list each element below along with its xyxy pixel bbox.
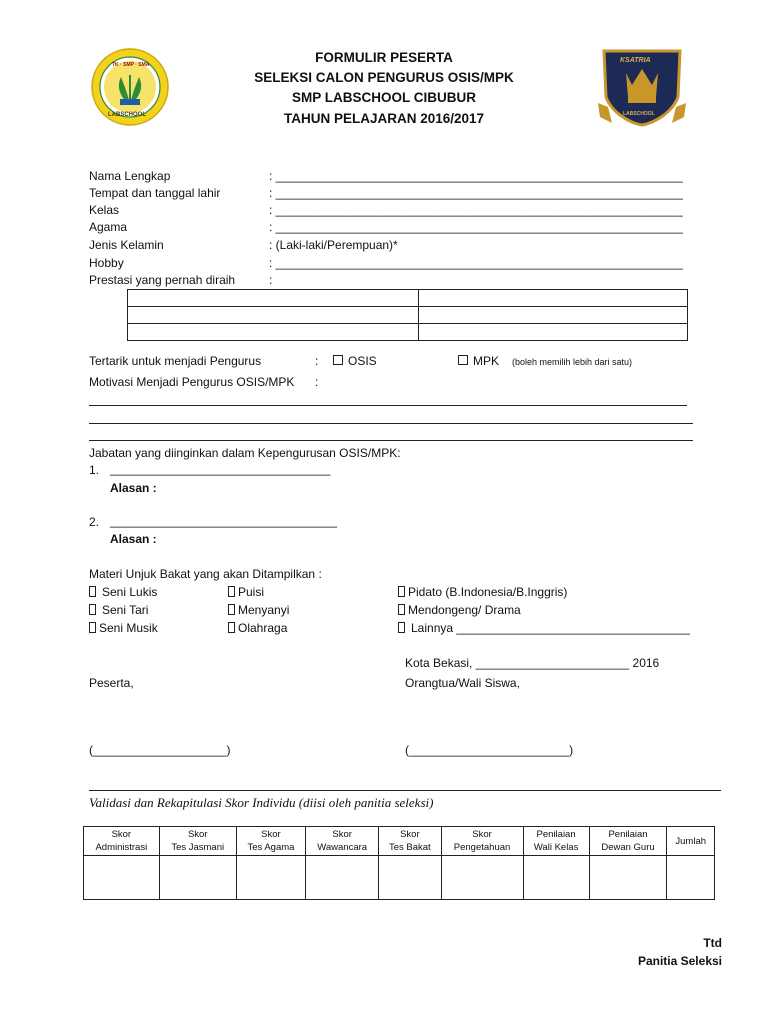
parent-label: Orangtua/Wali Siswa, — [405, 676, 520, 690]
talent-option-label: Mendongeng/ Drama — [408, 603, 521, 617]
ttd-label: Ttd — [703, 936, 722, 950]
field-label-kelas: Kelas — [89, 203, 120, 217]
form-title-line-3: SMP LABSCHOOL CIBUBUR — [291, 90, 476, 105]
score-cell[interactable] — [236, 856, 305, 900]
talent-option-mendongeng[interactable] — [398, 603, 521, 617]
score-cell[interactable] — [589, 856, 667, 900]
field-input-jenis-kelamin[interactable]: : (Laki-laki/Perempuan)* — [269, 238, 398, 252]
field-label-jenis-kelamin: Jenis Kelamin — [89, 238, 164, 252]
talent-label: Materi Unjuk Bakat yang akan Ditampilkan : — [89, 567, 322, 581]
checkbox-icon[interactable] — [228, 586, 235, 597]
talent-option-seni-musik[interactable] — [89, 621, 158, 635]
checkbox-icon[interactable] — [89, 586, 96, 597]
position-item-2-reason: Alasan : — [110, 532, 157, 546]
position-item-2-number: 2. — [89, 515, 100, 529]
talent-option-label: Pidato (B.Indonesia/B.Inggris) — [408, 585, 568, 599]
field-input-agama[interactable]: : _____________________________________________________________ — [269, 220, 683, 234]
table-cell[interactable] — [128, 307, 419, 324]
talent-option-puisi[interactable] — [228, 585, 264, 599]
section-divider — [89, 790, 721, 791]
logo-right-caption: KSATRIA — [620, 57, 651, 64]
interest-colon: : — [315, 354, 319, 368]
field-label-hobby: Hobby — [89, 256, 124, 270]
score-cell[interactable] — [84, 856, 160, 900]
form-title-line-1: FORMULIR PESERTA — [315, 50, 453, 65]
talent-option-menyanyi[interactable] — [228, 603, 289, 617]
parent-signature[interactable]: (________________________) — [405, 743, 574, 757]
field-input-hobby[interactable]: : _____________________________________________________________ — [269, 256, 683, 270]
checkbox-icon[interactable] — [458, 355, 468, 365]
checkbox-mpk[interactable] — [458, 354, 499, 368]
checkbox-icon[interactable] — [398, 586, 405, 597]
column-header-jumlah: Jumlah — [667, 827, 715, 856]
field-input-ttl[interactable]: : _____________________________________________________________ — [269, 186, 683, 200]
interest-note: (boleh memilih lebih dari satu) — [512, 357, 633, 367]
talent-option-label: Seni Tari — [102, 603, 149, 617]
talent-option-label: Lainnya ___________________________________ — [411, 621, 690, 635]
table-row — [128, 307, 688, 324]
table-row — [128, 290, 688, 307]
column-header-wali-kelas: Penilaian Wali Kelas — [523, 827, 589, 856]
form-title-line-2: SELEKSI CALON PENGURUS OSIS/MPK — [254, 70, 514, 85]
logo-left-top-text: TK · SMP · SMA — [112, 62, 150, 68]
field-colon-prestasi: : — [269, 273, 273, 287]
position-item-1-reason: Alasan : — [110, 481, 157, 495]
table-cell[interactable] — [128, 290, 419, 307]
table-cell[interactable] — [128, 324, 419, 341]
place-date[interactable]: Kota Bekasi, _______________________ 2016 — [405, 656, 660, 670]
checkbox-icon[interactable] — [228, 622, 235, 633]
logo-right-bottom-caption: LABSCHOOL — [623, 111, 655, 117]
table-row — [128, 324, 688, 341]
score-cell[interactable] — [306, 856, 379, 900]
checkbox-icon[interactable] — [398, 604, 405, 615]
score-cell[interactable] — [523, 856, 589, 900]
achievement-table — [127, 289, 688, 341]
motivation-line-2[interactable] — [89, 423, 693, 424]
form-title-line-4: TAHUN PELAJARAN 2016/2017 — [283, 111, 485, 126]
column-header-administrasi: Skor Administrasi — [84, 827, 160, 856]
talent-option-label: Olahraga — [238, 621, 288, 635]
checkbox-icon[interactable] — [398, 622, 405, 633]
field-label-agama: Agama — [89, 220, 128, 234]
talent-option-seni-tari[interactable] — [89, 603, 148, 617]
motivation-line-3[interactable] — [89, 440, 693, 441]
column-header-tes-bakat: Skor Tes Bakat — [379, 827, 441, 856]
table-cell[interactable] — [419, 324, 688, 341]
committee-label: Panitia Seleksi — [637, 954, 722, 968]
talent-option-label: Puisi — [238, 585, 265, 599]
interest-label: Tertarik untuk menjadi Pengurus — [89, 354, 262, 368]
checkbox-osis[interactable] — [333, 354, 377, 368]
motivation-line-1[interactable] — [89, 405, 687, 406]
column-header-dewan-guru: Penilaian Dewan Guru — [589, 827, 667, 856]
checkbox-icon[interactable] — [333, 355, 343, 365]
field-input-nama[interactable]: : _____________________________________________________________ — [269, 169, 683, 183]
participant-signature[interactable]: (____________________) — [89, 743, 231, 757]
validation-title: Validasi dan Rekapitulasi Skor Individu (diisi oleh panitia seleksi) — [89, 795, 434, 810]
position-label: Jabatan yang diinginkan dalam Kepengurusan OSIS/MPK: — [89, 446, 401, 460]
position-item-2-input[interactable]: __________________________________ — [110, 514, 337, 528]
field-label-prestasi: Prestasi yang pernah diraih — [89, 273, 236, 287]
table-cell[interactable] — [419, 307, 688, 324]
table-cell[interactable] — [419, 290, 688, 307]
field-label-ttl: Tempat dan tanggal lahir — [89, 186, 221, 200]
checkbox-icon[interactable] — [228, 604, 235, 615]
table-header-row — [84, 827, 715, 856]
position-item-1-number: 1. — [89, 463, 100, 477]
field-input-kelas[interactable]: : _____________________________________________________________ — [269, 203, 683, 217]
logo-left-caption: LABSCHOOL — [108, 112, 146, 118]
checkbox-osis-label: OSIS — [348, 354, 377, 368]
table-row — [84, 856, 715, 900]
motivation-colon: : — [315, 375, 319, 389]
score-cell[interactable] — [379, 856, 441, 900]
talent-option-label: Seni Musik — [99, 621, 158, 635]
talent-option-pidato[interactable] — [398, 585, 567, 599]
field-label-nama: Nama Lengkap — [89, 169, 171, 183]
talent-option-lainnya[interactable] — [398, 621, 690, 635]
talent-option-label: Menyanyi — [238, 603, 290, 617]
position-item-1-input[interactable]: _________________________________ — [110, 462, 331, 476]
talent-option-olahraga[interactable] — [228, 621, 287, 635]
score-table — [83, 826, 715, 900]
column-header-wawancara: Skor Wawancara — [306, 827, 379, 856]
column-header-pengetahuan: Skor Pengetahuan — [441, 827, 523, 856]
column-header-tes-agama: Skor Tes Agama — [236, 827, 305, 856]
talent-option-label: Seni Lukis — [102, 585, 158, 599]
column-header-tes-jasmani: Skor Tes Jasmani — [159, 827, 236, 856]
motivation-label: Motivasi Menjadi Pengurus OSIS/MPK — [89, 375, 295, 389]
talent-option-seni-lukis[interactable] — [89, 585, 157, 599]
score-cell[interactable] — [159, 856, 236, 900]
score-cell[interactable] — [441, 856, 523, 900]
checkbox-icon[interactable] — [89, 604, 96, 615]
participant-label: Peserta, — [89, 676, 134, 690]
checkbox-icon[interactable] — [89, 622, 96, 633]
checkbox-mpk-label: MPK — [473, 354, 500, 368]
score-cell[interactable] — [667, 856, 715, 900]
